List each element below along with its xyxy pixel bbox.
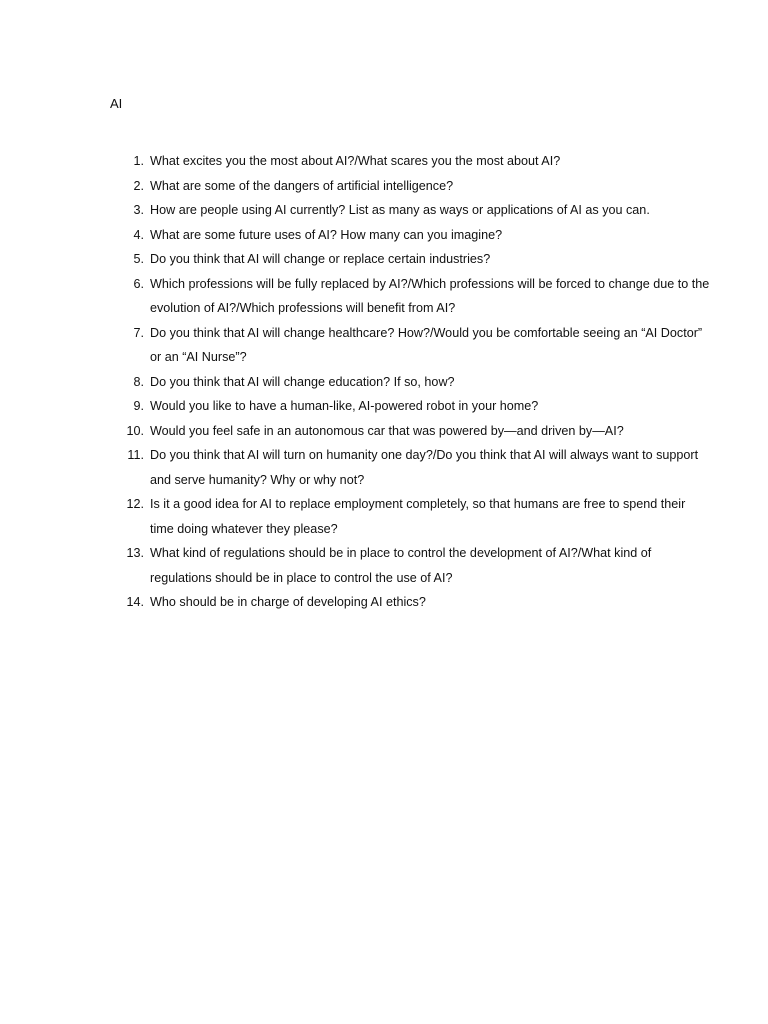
- question-text: What are some future uses of AI? How many can you imagine?: [150, 227, 503, 242]
- question-item: [110, 174, 710, 199]
- question-text: Do you think that AI will change healthcare? How?/Would you be comfortable seeing an “AI Doctor” or an “AI Nurse”?: [150, 325, 703, 364]
- question-item: [110, 541, 710, 590]
- question-item: [110, 223, 710, 248]
- question-text: What excites you the most about AI?/What scares you the most about AI?: [150, 154, 561, 168]
- question-number: 13.: [126, 546, 144, 560]
- question-item: [110, 321, 710, 370]
- question-item: [110, 198, 710, 223]
- question-number: 7.: [133, 325, 144, 340]
- question-number: 14.: [126, 595, 144, 609]
- question-item: [110, 272, 710, 321]
- question-number: 3.: [133, 203, 144, 217]
- question-text: Do you think that AI will change education? If so, how?: [150, 374, 455, 389]
- question-item: [110, 370, 710, 395]
- question-text: Do you think that AI will turn on humanity one day?/Do you think that AI will always want to support and serve humanity? Why or why not?: [150, 448, 699, 487]
- question-number: 2.: [133, 178, 144, 193]
- question-item: [110, 443, 710, 492]
- question-item: [110, 492, 710, 541]
- question-text: How are people using AI currently? List as many as ways or applications of AI as you can.: [150, 203, 650, 217]
- question-item: [110, 394, 710, 419]
- document-title: AI: [110, 96, 123, 111]
- question-text: Would you feel safe in an autonomous car that was powered by—and driven by—AI?: [150, 423, 624, 438]
- question-text: Do you think that AI will change or replace certain industries?: [150, 252, 491, 266]
- question-number: 11.: [127, 448, 144, 462]
- question-item: [110, 247, 710, 272]
- question-number: 12.: [126, 497, 144, 511]
- question-text: Which professions will be fully replaced by AI?/Which professions will be forced to change due to the evolution of AI?/Which professions will benefit from AI?: [150, 276, 710, 315]
- question-item: [110, 590, 710, 615]
- question-number: 6.: [133, 276, 144, 291]
- question-number: 5.: [133, 252, 144, 266]
- question-number: 10.: [126, 423, 144, 438]
- question-text: Who should be in charge of developing AI ethics?: [150, 595, 426, 609]
- question-text: Would you like to have a human-like, AI-powered robot in your home?: [150, 399, 539, 413]
- question-item: [110, 149, 710, 174]
- question-text: What kind of regulations should be in place to control the development of AI?/What kind of regulations should be in place to control the use of AI?: [150, 546, 652, 585]
- question-number: 9.: [133, 399, 144, 413]
- question-number: 1.: [133, 154, 144, 168]
- question-number: 4.: [133, 227, 144, 242]
- question-text: What are some of the dangers of artificial intelligence?: [150, 178, 454, 193]
- question-text: Is it a good idea for AI to replace employment completely, so that humans are free to spend their time doing whatever they please?: [150, 497, 686, 536]
- question-item: [110, 419, 710, 444]
- question-list: [110, 149, 710, 615]
- question-number: 8.: [133, 374, 144, 389]
